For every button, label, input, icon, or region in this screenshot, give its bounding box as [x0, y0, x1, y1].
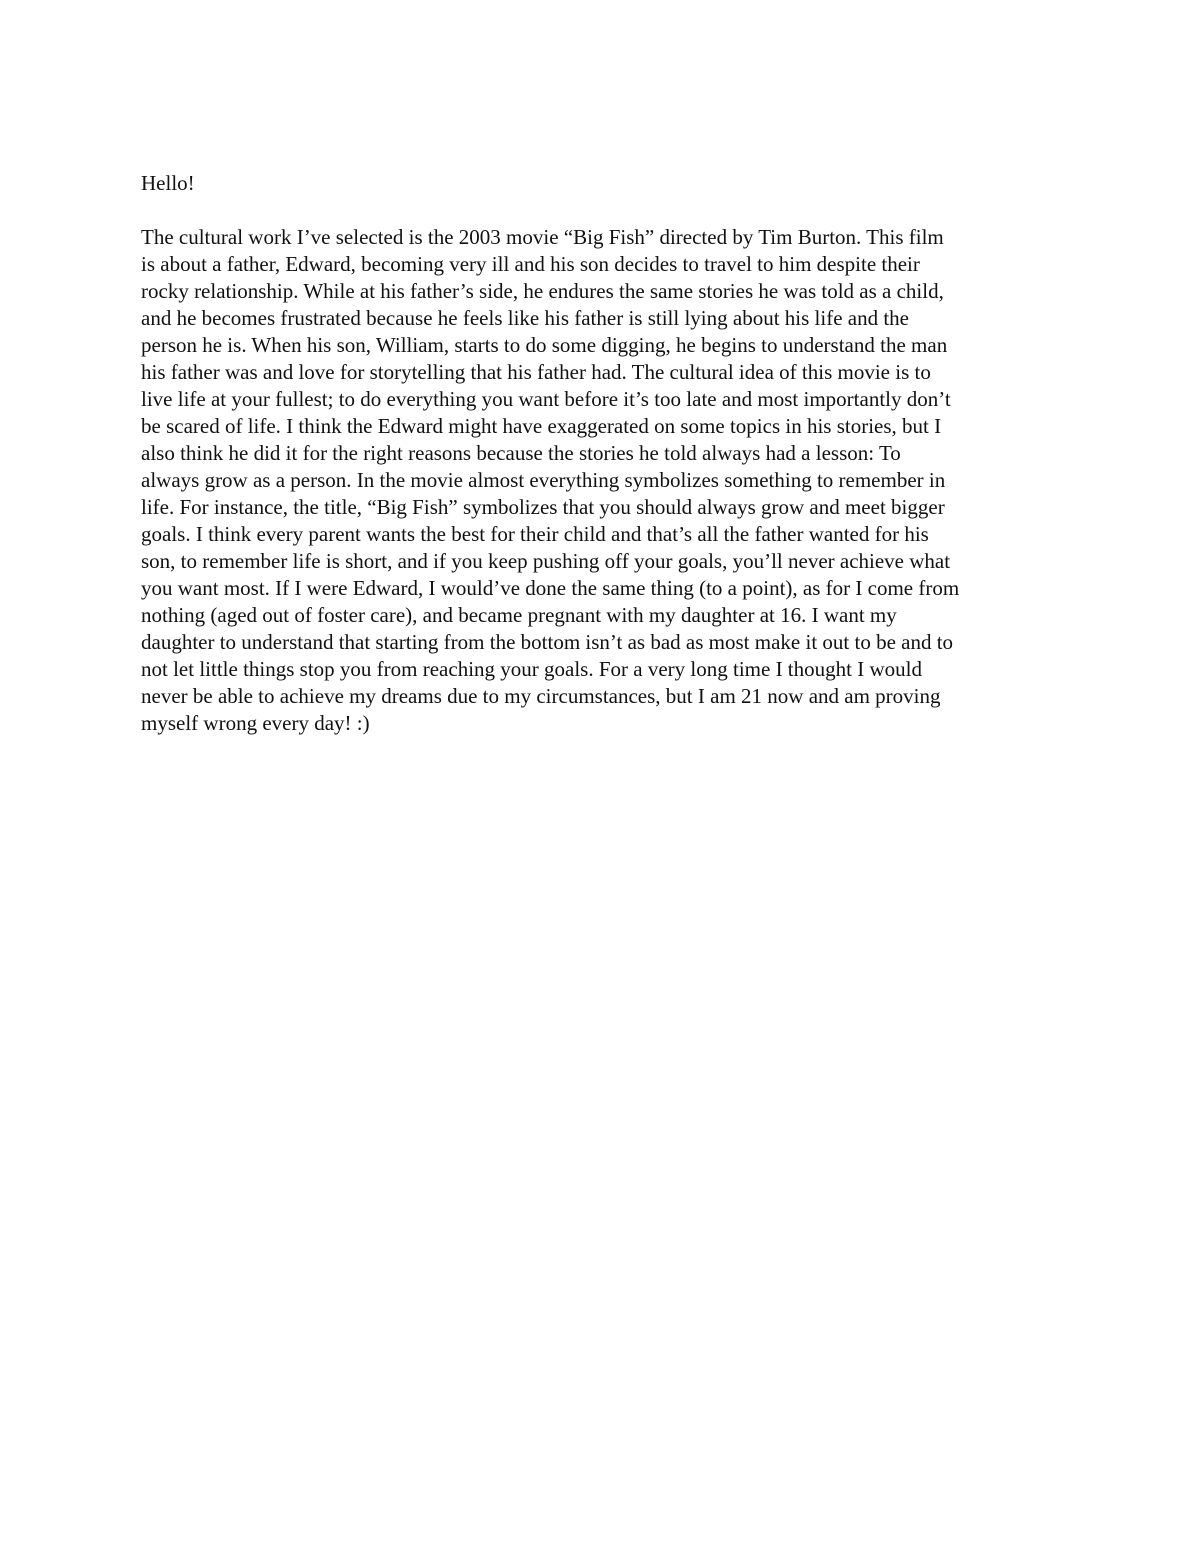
paragraph-line: goals. I think every parent wants the best for their child and that’s all the father wanted for his	[141, 522, 929, 546]
paragraph-line: myself wrong every day! :)	[141, 711, 370, 735]
document-body	[141, 170, 1071, 737]
paragraph-line: person he is. When his son, William, starts to do some digging, he begins to understand the man	[141, 333, 948, 357]
paragraph-line: nothing (aged out of foster care), and became pregnant with my daughter at 16. I want my	[141, 603, 897, 627]
paragraph-line: and he becomes frustrated because he feels like his father is still lying about his life and the	[141, 306, 910, 330]
paragraph-line: always grow as a person. In the movie almost everything symbolizes something to remember in	[141, 468, 946, 492]
paragraph-line: never be able to achieve my dreams due to my circumstances, but I am 21 now and am proving	[141, 684, 941, 708]
essay-paragraph	[141, 224, 1071, 737]
paragraph-line: rocky relationship. While at his father’s side, he endures the same stories he was told as a child,	[141, 279, 944, 303]
paragraph-line: son, to remember life is short, and if you keep pushing off your goals, you’ll never achieve what	[141, 549, 951, 573]
paragraph-line: live life at your fullest; to do everything you want before it’s too late and most importantly don’t	[141, 387, 951, 411]
paragraph-line: is about a father, Edward, becoming very ill and his son decides to travel to him despite their	[141, 252, 920, 276]
paragraph-line: also think he did it for the right reasons because the stories he told always had a lesson: To	[141, 441, 901, 465]
paragraph-line: his father was and love for storytelling that his father had. The cultural idea of this movie is to	[141, 360, 931, 384]
paragraph-line: The cultural work I’ve selected is the 2003 movie “Big Fish” directed by Tim Burton. This film	[141, 225, 944, 249]
paragraph-line: not let little things stop you from reaching your goals. For a very long time I thought I would	[141, 657, 922, 681]
greeting-text: Hello!	[141, 171, 195, 195]
paragraph-line: be scared of life. I think the Edward might have exaggerated on some topics in his stories, but I	[141, 414, 942, 438]
paragraph-line: you want most. If I were Edward, I would’ve done the same thing (to a point), as for I come from	[141, 576, 960, 600]
paragraph-line: daughter to understand that starting from the bottom isn’t as bad as most make it out to be and to	[141, 630, 954, 654]
paragraph-spacer	[141, 197, 1071, 224]
paragraph-line: life. For instance, the title, “Big Fish” symbolizes that you should always grow and meet bigger	[141, 495, 945, 519]
